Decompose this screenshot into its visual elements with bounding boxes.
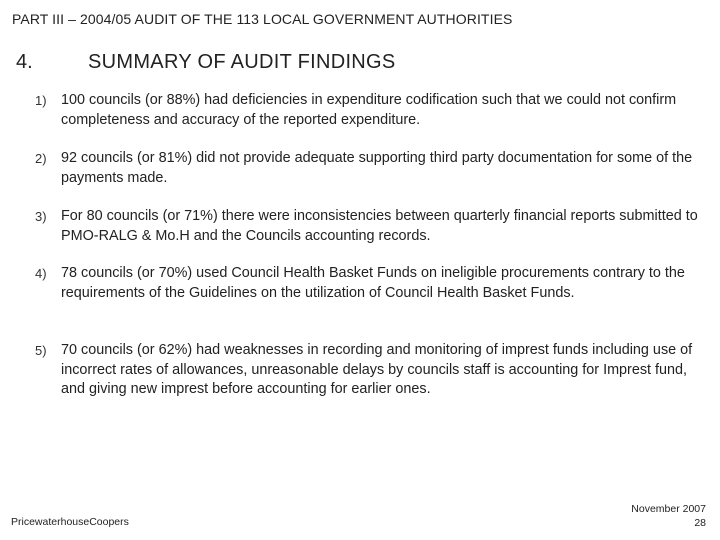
footer-date: November 2007 (631, 503, 706, 515)
page-header: PART III – 2004/05 AUDIT OF THE 113 LOCAL GOVERNMENT AUTHORITIES (12, 11, 513, 27)
finding-text: 92 councils (or 81%) did not provide adequate supporting third party documentation for some of the payments made. (61, 150, 693, 186)
footer-company: PricewaterhouseCoopers (11, 516, 129, 528)
finding-number: 3) (35, 209, 47, 224)
finding-text: 78 councils (or 70%) used Council Health Basket Funds on ineligible procurements contrary to the requirements of the Guidelines on the utilization of Council Health Basket Funds. (61, 265, 685, 301)
section-number: 4. (16, 51, 33, 73)
finding-text: 70 councils (or 62%) had weaknesses in recording and monitoring of imprest funds including use of incorrect rates of allowances, unreasonable delays by councils staff is accounting for Imprest fund, and giving new imprest before accounting for earlier ones. (61, 342, 693, 397)
finding-number: 1) (35, 93, 47, 108)
section-title: SUMMARY OF AUDIT FINDINGS (88, 51, 396, 73)
finding-text: For 80 councils (or 71%) there were inconsistencies between quarterly financial reports submitted to PMO-RALG & Mo.H and the Councils accounting records. (61, 208, 698, 244)
finding-number: 2) (35, 151, 47, 166)
finding-number: 4) (35, 266, 47, 281)
finding-text: 100 councils (or 88%) had deficiencies in expenditure codification such that we could not confirm completeness and accuracy of the reported expenditure. (61, 92, 677, 128)
footer-info (631, 502, 706, 530)
finding-number: 5) (35, 343, 47, 358)
page-number: 28 (694, 517, 706, 529)
